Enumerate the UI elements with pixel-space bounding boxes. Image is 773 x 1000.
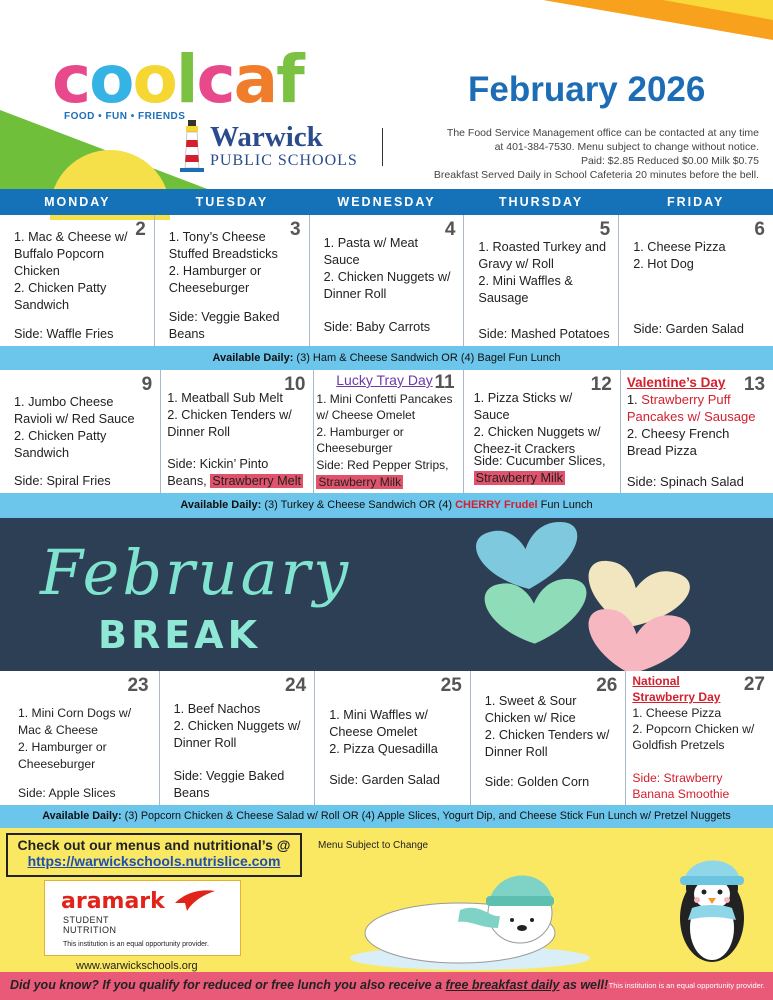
- school-subtitle: PUBLIC SCHOOLS: [210, 152, 358, 169]
- side-dish: [474, 453, 614, 487]
- side-dish: Side: Spinach Salad: [626, 474, 744, 489]
- day-number: 11: [434, 372, 455, 393]
- menu-subject-note: Menu Subject to Change: [318, 840, 429, 851]
- available-daily-bar: [0, 805, 773, 828]
- menu-item: 1. Roasted Turkey and Gravy w/ Roll: [478, 240, 607, 271]
- day-cell: [0, 370, 161, 493]
- logo-tagline: FOOD • FUN • FRIENDS: [64, 111, 186, 122]
- side-dish: Side: Garden Salad: [633, 322, 744, 336]
- day-cell: [161, 370, 314, 493]
- side-dish: Side: Golden Corn: [484, 775, 590, 789]
- menu-item: 1. Mini Corn Dogs w/ Mac & Cheese: [18, 706, 132, 737]
- side-text: Side: Cucumber Slices,: [473, 454, 606, 468]
- school-name: Warwick: [210, 121, 323, 153]
- menu-item: 2. Hot Dog: [633, 257, 694, 271]
- menu-item: 1. Mini Waffles w/ Cheese Omelet: [329, 708, 428, 739]
- menu-item: 1. Jumbo Cheese Ravioli w/ Red Sauce: [14, 395, 135, 426]
- aramark-subtitle: [63, 915, 117, 935]
- available-daily-bar: [0, 493, 773, 518]
- logo-letter: f: [276, 41, 303, 118]
- highlighted-item: Strawberry Milk: [318, 474, 402, 489]
- week-row-3: [0, 671, 773, 805]
- menu-item: 2. Chicken Tenders w/ Dinner Roll: [167, 408, 292, 439]
- day-number: 9: [141, 374, 153, 395]
- highlighted-item: Strawberry Milk: [475, 471, 564, 485]
- footer-emphasis: free breakfast daily: [445, 978, 560, 992]
- website-link[interactable]: www.warwickschools.org: [76, 960, 198, 972]
- menu-item: 2. Chicken Patty Sandwich: [14, 281, 107, 312]
- contact-line: The Food Service Management office can be contacted at any time: [446, 127, 759, 139]
- menu-item: 2. Chicken Nuggets w/ Dinner Roll: [173, 719, 301, 750]
- menu-item: 2. Popcorn Chicken w/ Goldfish Pretzels: [632, 722, 755, 752]
- day-number: 24: [285, 675, 307, 696]
- menu-item: 1. Meatball Sub Melt: [167, 391, 283, 405]
- available-text: Fun Lunch: [537, 499, 593, 511]
- side-text: Side: Red Pepper Strips,: [316, 458, 449, 472]
- menu-item: 2. Chicken Patty Sandwich: [14, 429, 107, 460]
- logo-letter: o: [132, 41, 176, 118]
- polar-bear-penguin-illustration: [340, 858, 773, 972]
- aramark-name: aramark: [61, 889, 165, 914]
- day-name-monday: MONDAY: [44, 195, 111, 209]
- side-dish: Side: Mashed Potatoes: [478, 327, 610, 341]
- nutrislice-link[interactable]: https://warwickschools.nutrislice.com: [27, 853, 281, 869]
- menu-item: 1. Pizza Sticks w/ Sauce: [473, 391, 573, 422]
- logo-letter: c: [196, 41, 234, 118]
- event-title: National Strawberry Day: [632, 674, 721, 704]
- day-cell: [310, 215, 465, 346]
- february-break-banner: [0, 518, 773, 671]
- menu-item: 2. Chicken Nuggets w/ Dinner Roll: [323, 270, 451, 301]
- footer-equal-opportunity: This institution is an equal opportunity provider.: [608, 981, 765, 990]
- day-name-thursday: THURSDAY: [498, 195, 584, 209]
- available-text: (3) Ham & Cheese Sandwich OR (4) Bagel Fun Lunch: [293, 352, 561, 364]
- menu-item: 1. Cheese Pizza: [632, 706, 722, 720]
- lighthouse-icon: [180, 120, 204, 172]
- menu-item: 1. Sweet & Sour Chicken w/ Rice: [484, 694, 577, 725]
- contact-line: Breakfast Served Daily in School Cafeteria 20 minutes before the bell.: [433, 169, 759, 181]
- day-number: 5: [599, 219, 611, 240]
- day-name-friday: FRIDAY: [666, 195, 725, 209]
- day-number: 26: [596, 675, 618, 696]
- day-cell: [155, 215, 310, 346]
- contact-line: Paid: $2.85 Reduced $0.00 Milk $0.75: [580, 155, 759, 167]
- aramark-logo: [44, 880, 241, 956]
- day-number: 6: [754, 219, 765, 240]
- side-dish: Side: Waffle Fries: [14, 327, 114, 341]
- menu-item-number: 1.: [626, 392, 642, 407]
- week-row-1: [0, 215, 773, 346]
- featured-menu-item: Strawberry Puff Pancakes w/ Sausage: [626, 392, 756, 424]
- day-cell: [160, 671, 316, 805]
- day-cell: [464, 370, 621, 493]
- day-cell: [464, 215, 619, 346]
- logo-letter: o: [89, 41, 133, 118]
- logo-letter: a: [233, 41, 277, 118]
- available-label: Available Daily:: [180, 499, 262, 511]
- day-cell: [621, 370, 773, 493]
- school-name-block: [210, 122, 358, 170]
- break-word: BREAK: [98, 613, 262, 657]
- side-dish: Side: Apple Slices: [18, 786, 116, 800]
- day-cell: [315, 671, 471, 805]
- day-cell: [0, 215, 155, 346]
- contact-info: [359, 126, 759, 182]
- day-number: 3: [290, 219, 301, 240]
- menu-item: 2. Chicken Tenders w/ Dinner Roll: [484, 728, 610, 759]
- day-cell: [314, 370, 463, 493]
- menu-item: 1. Mac & Cheese w/ Buffalo Popcorn Chicken: [14, 230, 128, 278]
- day-number: 4: [444, 219, 456, 240]
- menu-item: 2. Hamburger or Cheeseburger: [18, 740, 107, 771]
- menu-item: [627, 391, 763, 425]
- footer-bar: [0, 972, 773, 1000]
- day-cell: [626, 671, 773, 805]
- menu-item: 1. Cheese Pizza: [633, 240, 726, 254]
- nutrislice-callout: [6, 833, 302, 877]
- contact-line: at 401-384-7530. Menu subject to change without notice.: [494, 141, 759, 153]
- day-name-wednesday: WEDNESDAY: [337, 195, 436, 209]
- day-number: 23: [127, 675, 149, 696]
- day-number: 13: [743, 374, 766, 395]
- aramark-star-icon: [173, 887, 217, 913]
- bottom-section: [0, 828, 773, 972]
- menu-item: 2. Mini Waffles & Sausage: [478, 274, 573, 305]
- menu-item: 1. Mini Confetti Pancakes w/ Cheese Omelet: [316, 391, 453, 422]
- menu-item: 2. Cheesy French Bread Pizza: [626, 426, 730, 458]
- side-dish: Side: Veggie Baked Beans: [168, 310, 280, 341]
- aramark-sub-line: NUTRITION: [63, 925, 117, 935]
- menu-item: 2. Hamburger or Cheeseburger: [168, 264, 262, 295]
- side-dish: Side: Garden Salad: [329, 773, 440, 787]
- side-dish: Side: Baby Carrots: [323, 320, 431, 334]
- side-dish: Side: Veggie Baked Beans: [173, 769, 285, 800]
- side-dish: [316, 457, 456, 490]
- footer-text: Did you know? If you qualify for reduced or free lunch you also receive a: [10, 978, 446, 992]
- menu-item: 1. Tony’s Cheese Stuffed Breadsticks: [168, 230, 278, 261]
- menu-item: 2. Chicken Nuggets w/ Cheez-it Crackers: [473, 425, 601, 456]
- day-names-bar: [0, 189, 773, 215]
- available-text: (3) Turkey & Cheese Sandwich OR (4): [261, 499, 456, 511]
- available-label: Available Daily:: [212, 352, 294, 364]
- menu-item: 1. Pasta w/ Meat Sauce: [323, 236, 419, 267]
- available-daily-bar: [0, 346, 773, 370]
- side-dish: Side: Strawberry Banana Smoothie: [632, 771, 730, 801]
- menu-item: 2. Pizza Quesadilla: [329, 742, 438, 756]
- highlighted-item: Strawberry Melt: [212, 474, 302, 488]
- day-cell: [619, 215, 773, 346]
- month-title: February 2026: [468, 70, 706, 109]
- logo-letter: l: [175, 41, 197, 118]
- event-title: Lucky Tray Day: [336, 372, 433, 388]
- day-name-tuesday: TUESDAY: [195, 195, 269, 209]
- menu-item: 2. Hamburger or Cheeseburger: [316, 424, 404, 455]
- side-text: Side: Kickin’ Pinto Beans,: [167, 457, 269, 488]
- side-dish: Side: Spiral Fries: [14, 474, 111, 488]
- day-cell: [0, 671, 160, 805]
- aramark-equal-opportunity: This institution is an equal opportunity provider.: [63, 941, 209, 948]
- day-cell: [471, 671, 627, 805]
- day-number: 25: [440, 675, 462, 696]
- day-number: 10: [284, 374, 306, 395]
- nutrislice-text: Check out our menus and nutritional’s @: [17, 837, 291, 853]
- available-text: (3) Popcorn Chicken & Cheese Salad w/ Roll OR (4) Apple Slices, Yogurt Dip, and Cheese Stick Fun Lunch w/ Pretzel Nuggets: [121, 810, 731, 822]
- side-dish: [167, 456, 307, 490]
- footer-text: as well!: [559, 978, 609, 992]
- yellow-corner-decor: [663, 0, 773, 20]
- week-row-2: [0, 370, 773, 493]
- break-script-title: February: [40, 536, 352, 609]
- day-number: 2: [135, 219, 146, 240]
- menu-item: 1. Beef Nachos: [173, 702, 261, 716]
- day-number: 27: [743, 674, 765, 695]
- available-label: Available Daily:: [42, 810, 122, 822]
- candy-hearts-icon: [450, 518, 773, 671]
- logo-letter: c: [52, 41, 90, 118]
- event-title: Valentine’s Day: [626, 375, 726, 390]
- day-number: 12: [590, 374, 612, 395]
- available-featured: CHERRY Frudel: [455, 499, 538, 511]
- footer-message: [10, 978, 608, 992]
- aramark-sub-line: STUDENT: [63, 915, 109, 925]
